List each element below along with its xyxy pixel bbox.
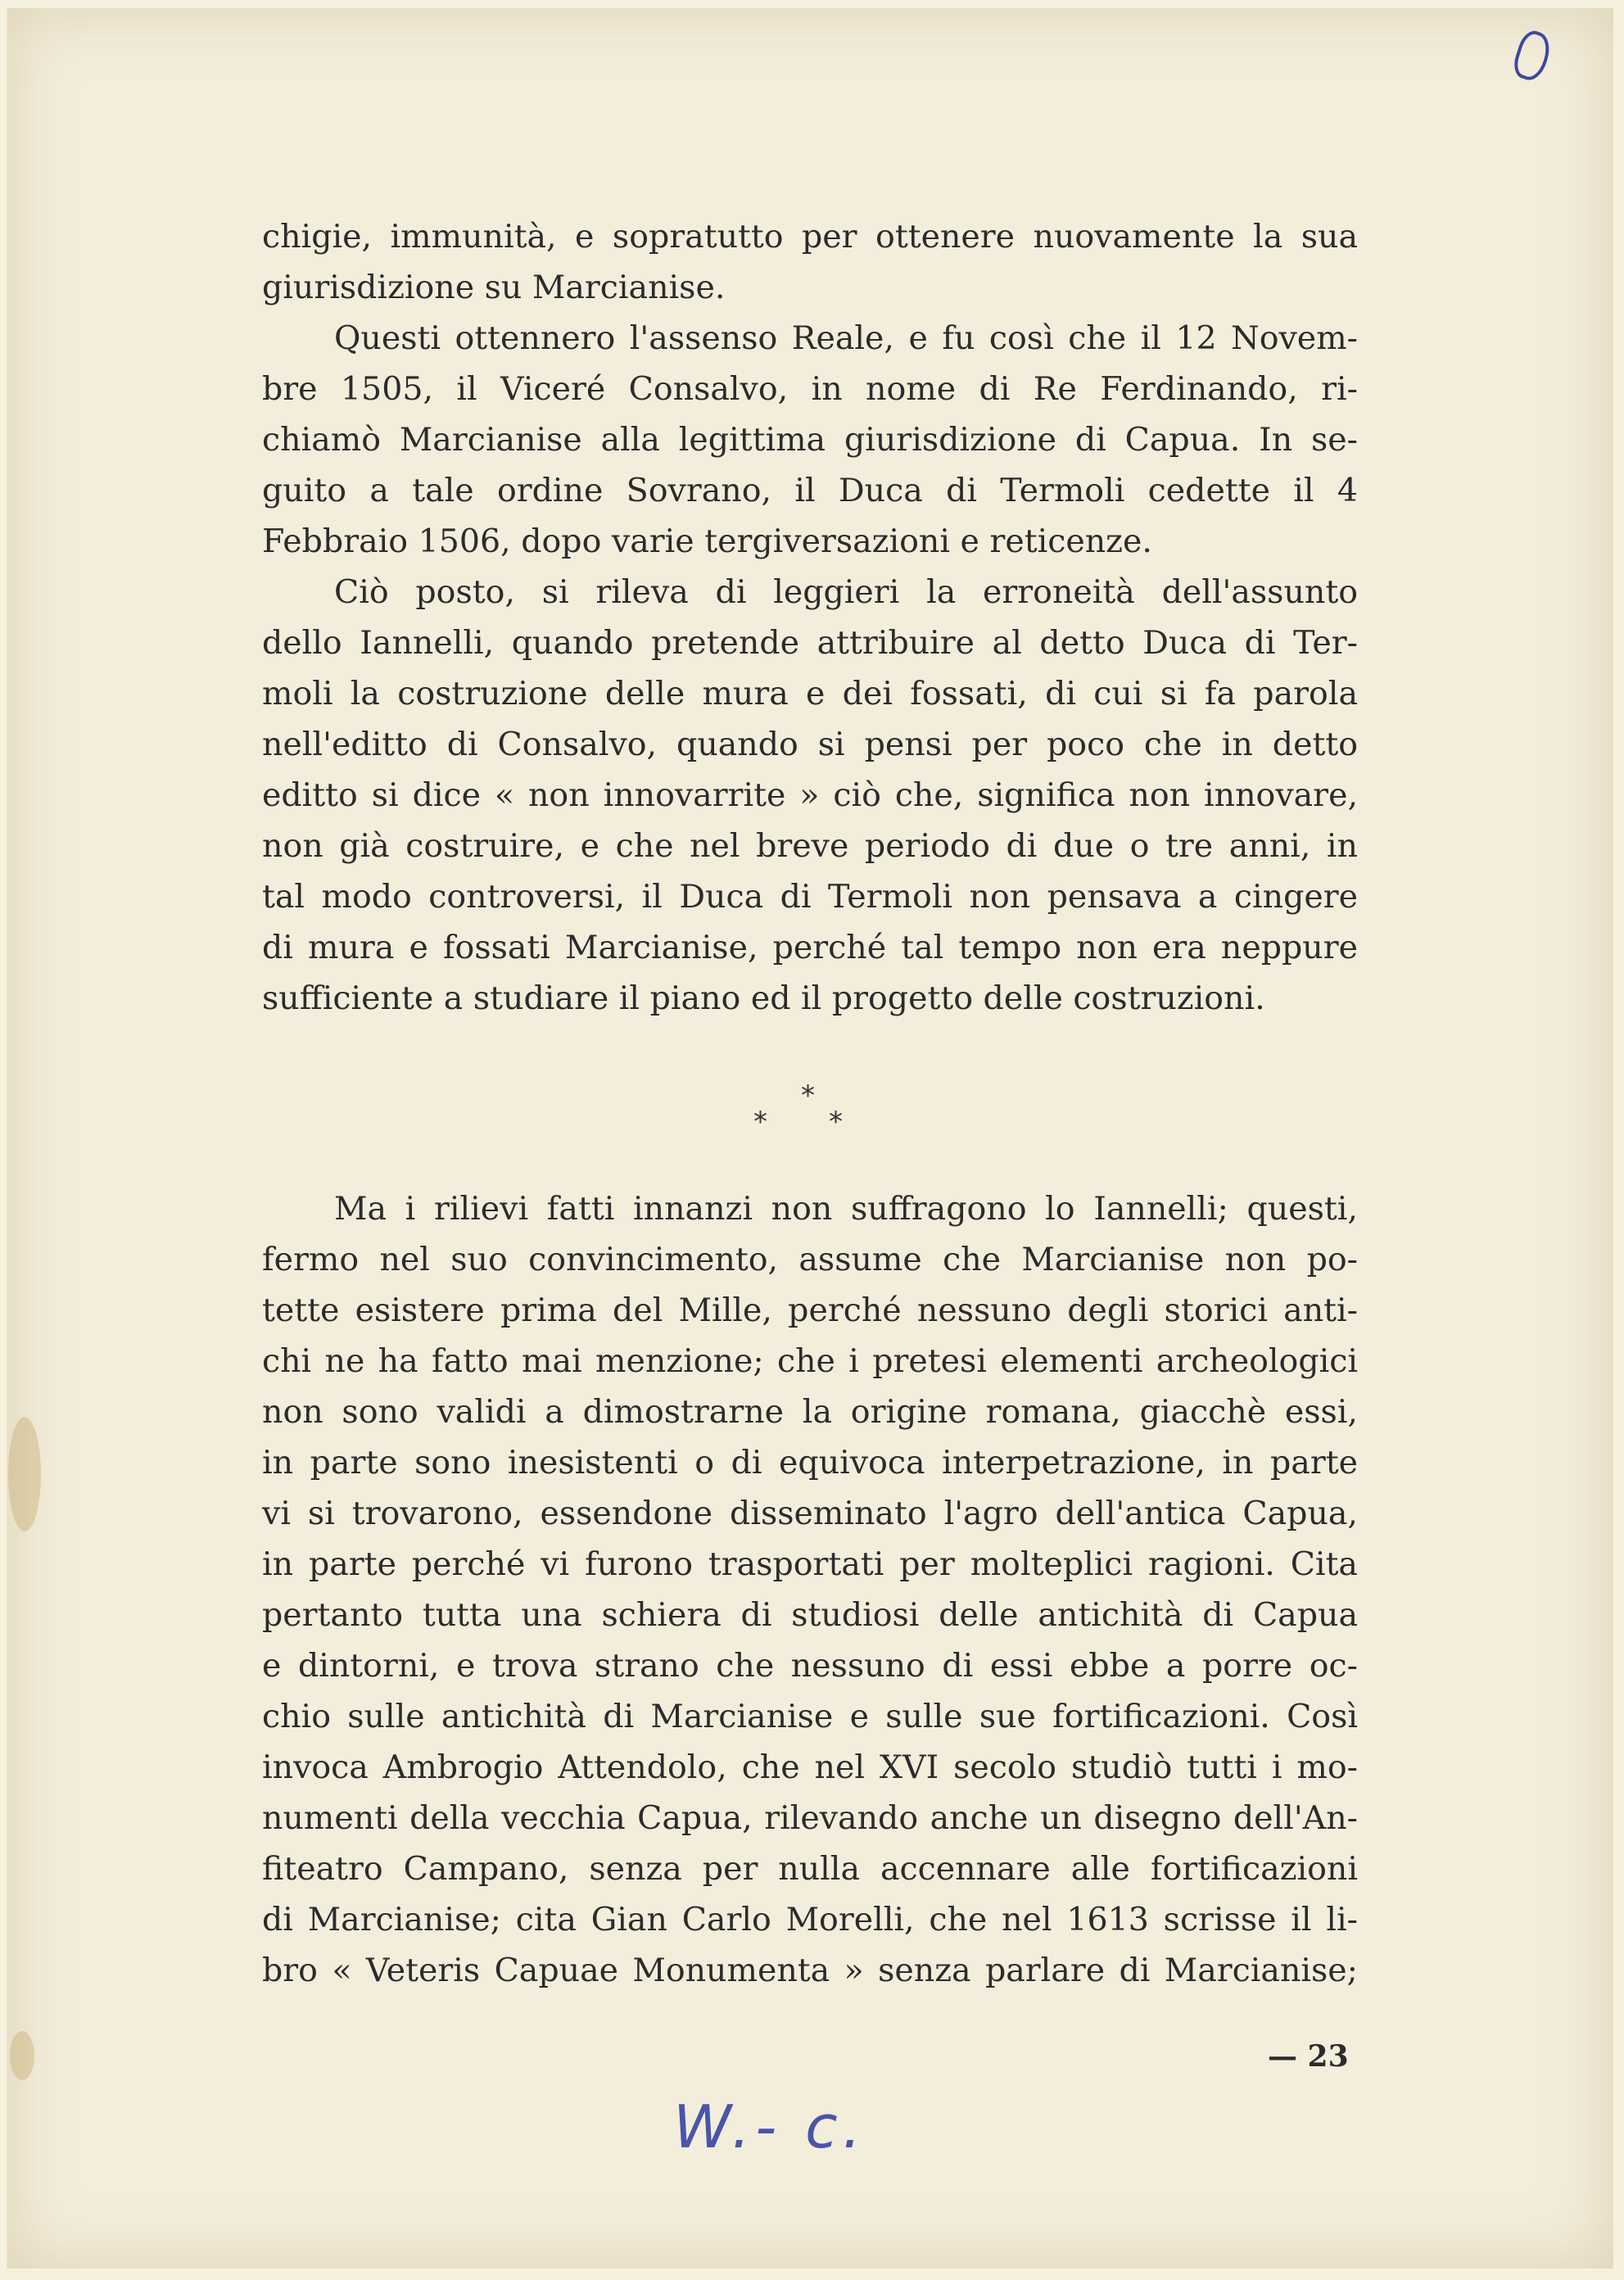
text-line: tette esistere prima del Mille, perché nessuno degli storici anti- (262, 1292, 1358, 1329)
text-line: fermo nel suo convincimento, assume che Marcianise non po- (262, 1241, 1358, 1278)
text-line: non sono validi a dimostrarne la origine romana, giacchè essi, (262, 1393, 1358, 1431)
text-block-top (262, 211, 1358, 1024)
asterism-star-icon: * (753, 1106, 767, 1138)
text-line: Questi ottennero l'assenso Reale, e fu così che il 12 Novem- (334, 319, 1358, 357)
asterism-star-icon: * (801, 1079, 815, 1112)
section-separator (753, 1079, 876, 1145)
text-line: giurisdizione su Marcianise. (262, 269, 726, 306)
paragraph-4 (262, 1183, 1358, 1996)
text-line: Ma i rilievi fatti innanzi non suffragono lo Iannelli; questi, (334, 1190, 1358, 1228)
text-line: Ciò posto, si rileva di leggieri la erroneità dell'assunto (334, 573, 1358, 611)
text-line: bro « Veteris Capuae Monumenta » senza parlare di Marcianise; (262, 1952, 1358, 1989)
text-line: vi si trovarono, essendone disseminato l'agro dell'antica Capua, (262, 1495, 1358, 1532)
asterism-star-icon: * (829, 1106, 843, 1138)
text-line: non già costruire, e che nel breve periodo di due o tre anni, in (262, 827, 1358, 865)
text-line: in parte perché vi furono trasportati per molteplici ragioni. Cita (262, 1545, 1358, 1583)
text-line: di Marcianise; cita Gian Carlo Morelli, che nel 1613 scrisse il li- (262, 1901, 1358, 1938)
text-line: pertanto tutta una schiera di studiosi delle antichità di Capua (262, 1596, 1358, 1634)
paragraph-1 (262, 211, 1358, 313)
text-line: moli la costruzione delle mura e dei fossati, di cui si fa parola (262, 675, 1358, 712)
paragraph-2 (262, 313, 1358, 567)
paragraph-3 (262, 567, 1358, 1024)
text-line: Febbraio 1506, dopo varie tergiversazioni e reticenze. (262, 522, 1152, 560)
text-line: chigie, immunità, e sopratutto per ottenere nuovamente la sua (262, 218, 1358, 256)
text-line: in parte sono inesistenti o di equivoca interpetrazione, in parte (262, 1444, 1358, 1482)
text-line: guito a tale ordine Sovrano, il Duca di Termoli cedette il 4 (262, 472, 1358, 509)
handwritten-note: W.- c. (673, 2092, 866, 2161)
text-line: bre 1505, il Viceré Consalvo, in nome di Re Ferdinando, ri- (262, 370, 1358, 408)
text-line: chi ne ha fatto mai menzione; che i pretesi elementi archeologici (262, 1342, 1358, 1380)
text-line: chio sulle antichità di Marcianise e sulle sue fortificazioni. Così (262, 1698, 1358, 1735)
paper-stain (10, 2031, 34, 2080)
text-line: nell'editto di Consalvo, quando si pensi per poco che in detto (262, 726, 1358, 763)
paper-stain (8, 1417, 41, 1531)
text-line: tal modo controversi, il Duca di Termoli non pensava a cingere (262, 878, 1358, 916)
text-line: numenti della vecchia Capua, rilevando anche un disegno dell'An- (262, 1799, 1358, 1837)
text-line: di mura e fossati Marcianise, perché tal tempo non era neppure (262, 929, 1358, 966)
text-line: fiteatro Campano, senza per nulla accennare alle fortificazioni (262, 1850, 1358, 1888)
text-line: chiamò Marcianise alla legittima giurisdizione di Capua. In se- (262, 421, 1358, 459)
text-line: sufficiente a studiare il piano ed il progetto delle costruzioni. (262, 979, 1265, 1017)
text-line: dello Iannelli, quando pretende attribuire al detto Duca di Ter- (262, 624, 1358, 662)
text-line: e dintorni, e trova strano che nessuno di essi ebbe a porre oc- (262, 1647, 1358, 1685)
page-number: — 23 (1268, 2039, 1349, 2074)
text-block-bottom (262, 1183, 1358, 1996)
text-line: invoca Ambrogio Attendolo, che nel XVI secolo studiò tutti i mo- (262, 1748, 1358, 1786)
text-line: editto si dice « non innovarrite » ciò che, significa non innovare, (262, 776, 1358, 814)
